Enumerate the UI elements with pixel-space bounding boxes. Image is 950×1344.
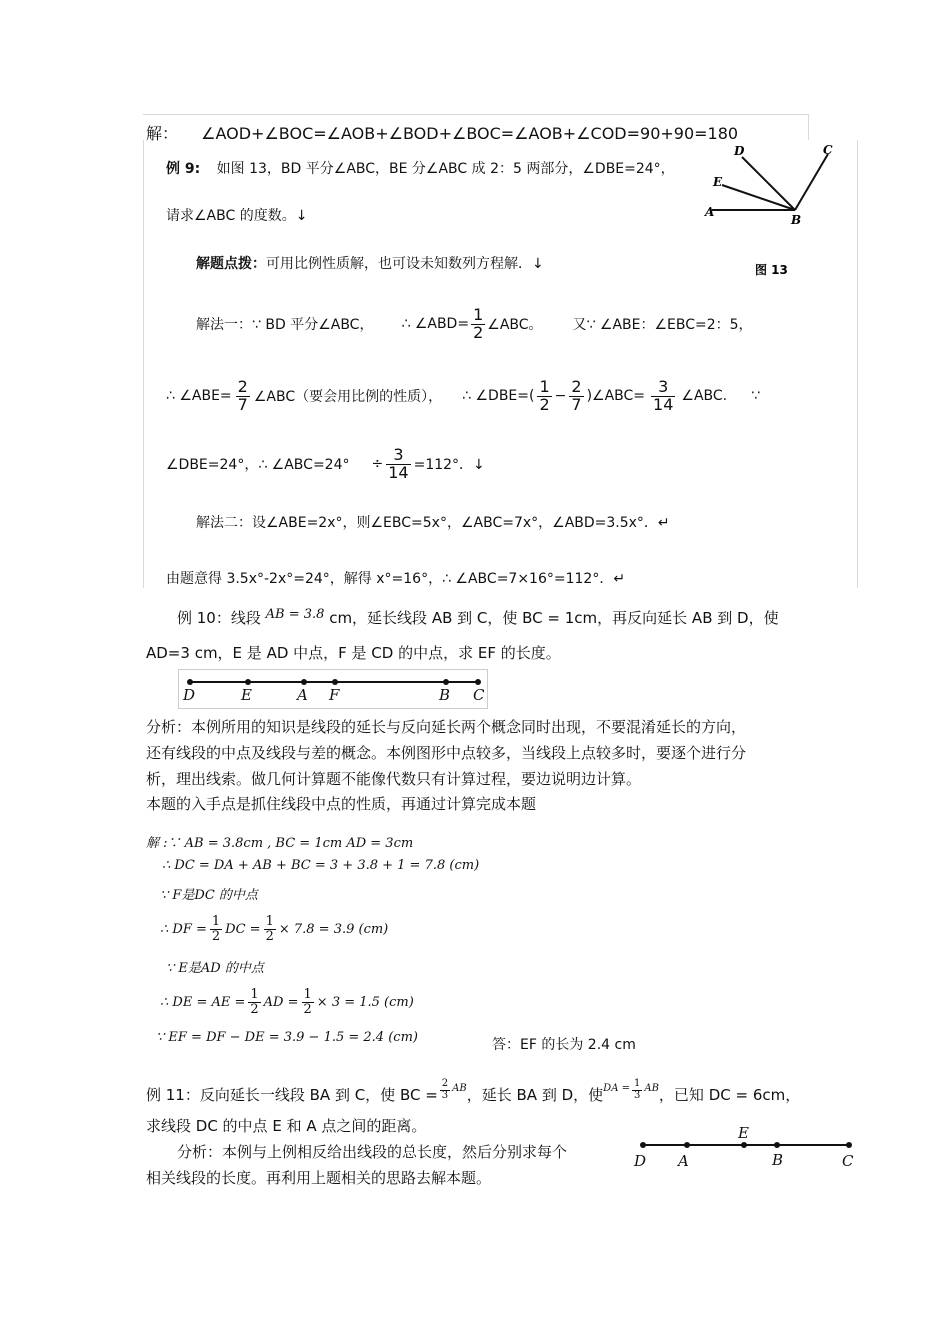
frac-den: 7 xyxy=(237,394,248,414)
ex9-m1-l: ÷ xyxy=(371,456,384,472)
ex11-analysis2: 相关线段的长度。再利用上题相关的思路去解本题。 xyxy=(146,1169,492,1187)
fig13-label-E: E xyxy=(713,175,723,189)
ex9-m1-line3 xyxy=(166,434,485,494)
ex9-hint-text: 可用比例性质解，也可设未知数列方程解．↓ xyxy=(266,256,544,272)
frac-num: 2 xyxy=(571,376,582,396)
ex10-sol3: ∵ F是DC 的中点 xyxy=(160,888,258,903)
point-B-11 xyxy=(774,1142,780,1148)
ex10-ab: AB = 3.8 xyxy=(265,607,325,622)
ex10-sol6-b: AD = xyxy=(263,994,299,1010)
frac-num: 1 xyxy=(633,1078,641,1089)
frac-num: 2 xyxy=(237,376,248,396)
ex9-problem2: 请求∠ABC 的度数。↓ xyxy=(166,208,308,224)
label-D: D xyxy=(183,686,196,704)
ex10-sol4-c: × 7.8 = 3.9 (cm) xyxy=(278,921,389,937)
ex9-hint-label: 解题点拨： xyxy=(196,256,266,272)
ex10-analysis3: 析，理出线索。做几何计算题不能像代数只有计算过程，要边说明边计算。 xyxy=(146,770,642,788)
frac-num: 1 xyxy=(211,913,221,929)
frac-half-5 xyxy=(248,988,260,1016)
frac-num: 1 xyxy=(473,304,484,324)
ex10-figure xyxy=(178,669,488,709)
frac-den: 3 xyxy=(441,1089,449,1101)
ex10-sol1: 解 :∵ AB = 3.8cm , BC = 1cm AD = 3cm xyxy=(146,836,414,851)
ex11-da: DA = xyxy=(603,1082,630,1094)
ex9-m1-line1 xyxy=(196,294,753,354)
frac-den: 14 xyxy=(388,462,409,482)
ex11-figure xyxy=(632,1122,858,1174)
figure-13 xyxy=(700,140,850,285)
ex10-line1 xyxy=(177,607,779,628)
ex10-sol6-c: × 3 = 1.5 (cm) xyxy=(316,994,414,1010)
ex9-hint xyxy=(196,253,544,273)
frac-num: 3 xyxy=(386,447,410,465)
ex9-m1-b: ∴ ∠ABD= xyxy=(401,316,470,332)
ex11-line1-b: ，延长 BA 到 D，使 xyxy=(466,1085,604,1104)
label-A-11: A xyxy=(678,1152,689,1170)
ex9-m1-k: ∠DBE=24°，∴ ∠ABC=24° xyxy=(166,457,350,473)
fig13-label-D: D xyxy=(734,144,745,158)
ex10-line1-a: 例 10：线段 xyxy=(177,609,261,627)
fig13-caption: 图 13 xyxy=(755,263,788,277)
ex9-m1-e: ∴ ∠ABE= xyxy=(166,388,232,404)
ex11-line1-c: ，已知 DC = 6cm， xyxy=(658,1085,801,1104)
ex10-sol6-a: ∴ DE = AE = xyxy=(160,994,246,1010)
frac-half-4 xyxy=(264,915,276,943)
ex9-m1-i: ∠ABC. xyxy=(681,388,728,404)
frac-den: 14 xyxy=(653,394,674,414)
label-C-11: C xyxy=(842,1152,854,1170)
frac-half-6 xyxy=(302,988,314,1016)
frac-den: 3 xyxy=(633,1089,641,1101)
label-E-11: E xyxy=(738,1124,749,1142)
ray-BD xyxy=(742,157,795,210)
frac-num: 1 xyxy=(265,913,274,929)
ex11-analysis1: 分析：本例与上例相反给出线段的总长度，然后分别求每个 xyxy=(177,1143,568,1161)
minus-sign: − xyxy=(554,388,567,404)
ex10-sol4-a: ∴ DF = xyxy=(160,921,207,937)
fig13-label-B: B xyxy=(791,213,802,227)
frac-num: 2 xyxy=(441,1078,449,1089)
top-solution-equation: ∠AOD+∠BOC=∠AOB+∠BOD+∠BOC=∠AOB+∠COD=90+90=180 xyxy=(201,124,739,143)
ex9-m1-f: ∠ABC（要会用比例的性质）， xyxy=(253,389,443,405)
frac-two-sevenths-2 xyxy=(569,376,583,414)
frac-num: 1 xyxy=(303,986,312,1002)
frac-two-thirds xyxy=(440,1079,450,1101)
fig13-label-A: A xyxy=(705,205,715,219)
ex11-line1-a: 例 11：反向延长一线段 BA 到 C，使 BC = xyxy=(146,1085,438,1104)
ex9-problem: 如图 13，BD 平分∠ABC，BE 分∠ABC 成 2：5 两部分，∠DBE=24°， xyxy=(216,161,675,177)
frac-num: 1 xyxy=(539,376,550,396)
point-C-11 xyxy=(846,1142,852,1148)
point-D-11 xyxy=(640,1142,646,1148)
ex10-line1-b: cm，延长线段 AB 到 C，使 BC = 1cm，再反向延长 AB 到 D，使 xyxy=(329,609,779,627)
label-E: E xyxy=(241,686,252,704)
top-solution-prefix: 解： xyxy=(146,124,179,143)
frac-den: 2 xyxy=(265,928,274,944)
frac-den: 2 xyxy=(473,322,484,342)
ex9-m1-h: )∠ABC= xyxy=(586,388,646,404)
frac-half-3 xyxy=(210,915,222,943)
ex9-label: 例 9: xyxy=(166,161,201,177)
ex9-m1-m: =112°．↓ xyxy=(413,457,485,473)
ex10-sol6 xyxy=(160,981,414,1023)
frac-three-fourteenths xyxy=(651,376,675,414)
ex10-sol4-b: DC = xyxy=(225,921,261,937)
fig13-label-C: C xyxy=(823,143,833,157)
ex10-sol4 xyxy=(160,908,388,950)
ex9-problem-line xyxy=(166,158,675,178)
label-B: B xyxy=(439,686,451,704)
point-F xyxy=(332,679,338,685)
label-C: C xyxy=(473,686,485,704)
frac-half xyxy=(471,304,485,342)
ex10-sol7: ∵ EF = DF − DE = 3.9 − 1.5 = 2.4 (cm) xyxy=(156,1030,418,1045)
ex10-analysis2: 还有线段的中点及线段与差的概念。本例图形中点较多，当线段上点较多时，要逐个进行分 xyxy=(146,744,747,762)
frac-num: 3 xyxy=(651,379,675,397)
ex9-m1-g: ∴ ∠DBE=( xyxy=(462,388,535,404)
ex9-m1-a: 解法一：∵ BD 平分∠ABC， xyxy=(196,317,374,333)
point-D xyxy=(187,679,193,685)
ex10-analysis4: 本题的入手点是抓住线段中点的性质，再通过计算完成本题 xyxy=(146,795,537,813)
ex11-line1 xyxy=(146,1074,800,1114)
frac-num: 1 xyxy=(250,986,259,1002)
point-C xyxy=(475,679,481,685)
point-A-11 xyxy=(684,1142,690,1148)
ray-BC xyxy=(795,154,828,210)
ex11-ab: AB xyxy=(452,1082,467,1094)
ex9-m1-j: ∵ xyxy=(751,388,761,404)
frac-den: 2 xyxy=(303,1001,312,1017)
ex9-m1-c: ∠ABC。 xyxy=(487,317,543,333)
ex9-m2-a: 解法二：设∠ABE=2x°，则∠EBC=5x°，∠ABC=7x°，∠ABD=3.5x°．↵ xyxy=(196,515,670,531)
top-solution xyxy=(146,121,738,144)
label-B-11: B xyxy=(772,1151,784,1169)
frac-half-2 xyxy=(537,376,551,414)
ex10-sol5: ∵ E是AD 的中点 xyxy=(166,961,264,976)
ex9-frame-right xyxy=(857,140,858,588)
frame-right-top xyxy=(808,114,809,140)
point-B xyxy=(443,679,449,685)
label-A: A xyxy=(297,686,308,704)
ex9-frame-left xyxy=(143,140,144,588)
ex11-line2: 求线段 DC 的中点 E 和 A 点之间的距离。 xyxy=(146,1117,427,1135)
frac-den: 2 xyxy=(539,394,550,414)
label-F: F xyxy=(329,686,340,704)
frac-den: 2 xyxy=(250,1001,259,1017)
frac-den: 7 xyxy=(571,394,582,414)
ex11-ab2: AB xyxy=(644,1082,659,1094)
frac-three-fourteenths-2 xyxy=(386,444,410,482)
frac-den: 2 xyxy=(211,928,221,944)
frac-one-third xyxy=(632,1079,642,1101)
ex9-m1-d: 又∵ ∠ABE：∠EBC=2：5， xyxy=(572,317,753,333)
ex10-analysis1: 分析：本例所用的知识是线段的延长与反向延长两个概念同时出现，不要混淆延长的方向， xyxy=(146,718,747,736)
ex9-m2-b: 由题意得 3.5x°-2x°=24°，解得 x°=16°，∴ ∠ABC=7×16°=112°．↵ xyxy=(166,571,626,587)
point-A xyxy=(301,679,307,685)
label-D-11: D xyxy=(634,1152,647,1170)
ray-BE xyxy=(722,185,795,210)
frac-two-sevenths xyxy=(236,376,250,414)
ex10-line2: AD=3 cm，E 是 AD 中点，F 是 CD 的中点，求 EF 的长度。 xyxy=(146,644,561,662)
ex9-m1-line2 xyxy=(166,366,760,426)
point-E-11 xyxy=(741,1142,747,1148)
ex10-answer: 答：EF 的长为 2.4 cm xyxy=(492,1037,636,1053)
frame-top xyxy=(143,114,809,115)
point-E xyxy=(245,679,251,685)
ex10-sol2: ∴ DC = DA + AB + BC = 3 + 3.8 + 1 = 7.8 (cm) xyxy=(162,858,480,873)
